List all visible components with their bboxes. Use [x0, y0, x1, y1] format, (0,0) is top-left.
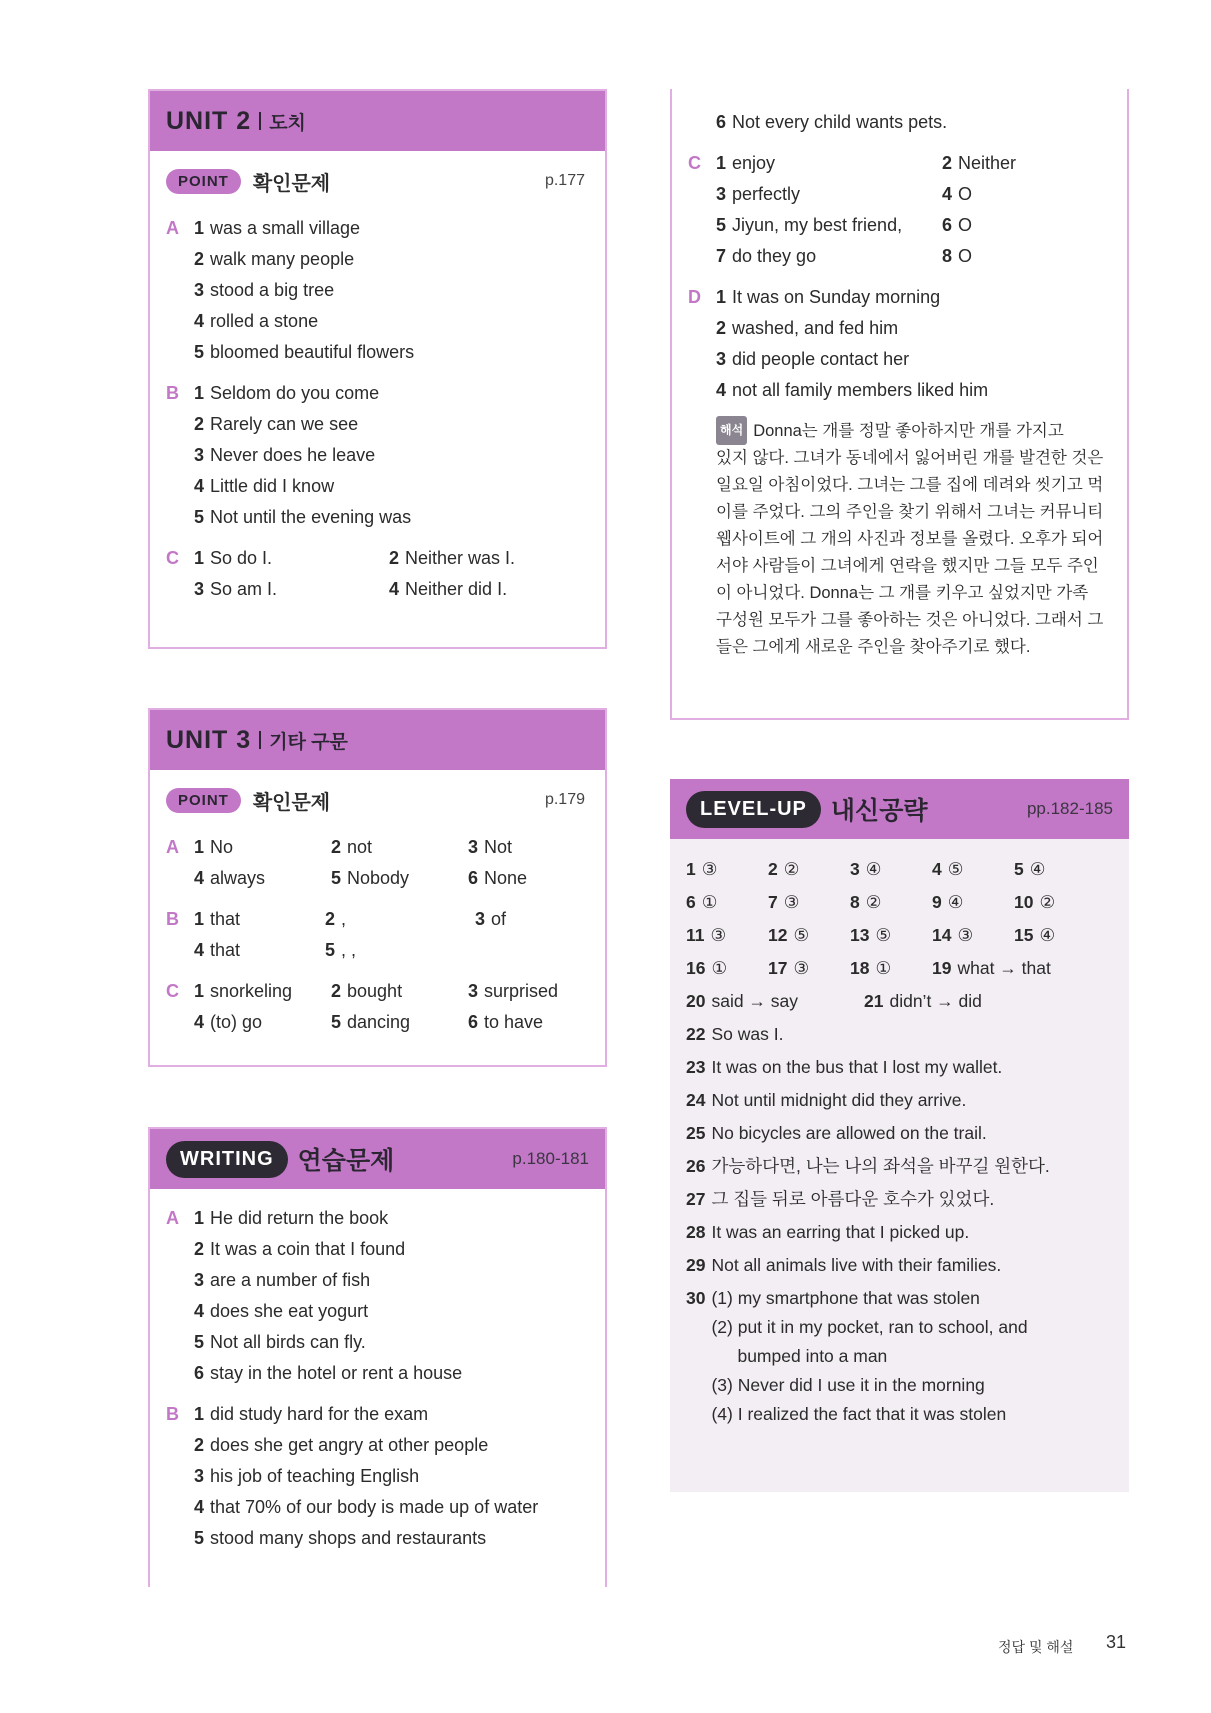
list-item: 4 (to) go — [194, 1012, 263, 1032]
list-item: 4 does she eat yogurt — [194, 1301, 369, 1321]
title-divider — [259, 112, 261, 130]
translation-block — [716, 416, 1111, 661]
translation-line: 서야 사람들이 그녀에게 연락을 했지만 그들 모두 주인 — [716, 557, 1099, 575]
unit3-section-b — [150, 904, 605, 966]
list-item: 6 None — [468, 868, 528, 888]
list-item: 6 to have — [468, 1012, 544, 1032]
answer-cell: 11 ③ — [686, 925, 727, 945]
answer-cell: 13 ⑤ — [850, 925, 892, 945]
unit2-subtitle: 도치 — [269, 112, 306, 134]
list-item: 5 Not until the evening was — [194, 507, 412, 527]
section-letter: B — [166, 383, 179, 403]
answer-cell: 3 ④ — [850, 859, 882, 879]
list-item: 5 bloomed beautiful flowers — [194, 342, 415, 362]
list-item: 3 of — [475, 909, 507, 929]
section-letter: A — [166, 1208, 179, 1228]
answer-cell: 16 ① — [686, 958, 728, 978]
answer-cell: 5 ④ — [1014, 859, 1046, 879]
unit3-point-title: 확인문제 — [252, 791, 331, 814]
answer-cell: 20 said → say — [686, 991, 799, 1011]
unit3-title: UNIT 3 — [166, 725, 252, 754]
list-item: 5 , , — [325, 940, 357, 960]
section-letter: C — [166, 548, 179, 568]
list-item: 2 Rarely can we see — [194, 414, 359, 434]
list-item: 1 It was on Sunday morning — [716, 287, 941, 307]
list-item: 6 stay in the hotel or rent a house — [194, 1363, 463, 1383]
title-divider — [259, 731, 261, 749]
answer-cell: 7 ③ — [768, 892, 800, 912]
list-item: 3 are a number of fish — [194, 1270, 371, 1290]
list-item: 4 not all family members liked him — [716, 380, 989, 400]
answer-cell: 8 ② — [850, 892, 882, 912]
translation-line: 있지 않다. 그녀가 동네에서 잃어버린 개를 발견한 것은 — [716, 449, 1104, 467]
writing-title: 연습문제 — [297, 1147, 395, 1175]
list-item: 3 perfectly — [716, 184, 801, 204]
unit3-section-c — [150, 976, 605, 1038]
list-item: 2 Neither was I. — [389, 548, 516, 568]
unit2-title: UNIT 2 — [166, 106, 252, 135]
answer-row-20 — [670, 985, 1129, 1018]
section-letter: C — [688, 153, 701, 173]
answer-line: 27 그 집들 뒤로 아름다운 호수가 있었다. — [686, 1189, 995, 1209]
list-item: 1 did study hard for the exam — [194, 1404, 429, 1424]
answer-line: 26 가능하다면, 나는 나의 좌석을 바꾸길 원한다. — [686, 1156, 1050, 1176]
translation-line: 들은 그에게 새로운 주인을 찾아주기로 했다. — [716, 638, 1031, 656]
section-letter: C — [166, 981, 179, 1001]
list-item — [475, 935, 605, 966]
writing-page-ref: p.180-181 — [512, 1149, 589, 1168]
writing-header — [150, 1129, 605, 1189]
list-item: 1 So do I. — [194, 548, 273, 568]
list-item: 5 Jiyun, my best friend, — [716, 215, 903, 235]
list-item: 2 It was a coin that I found — [194, 1239, 406, 1259]
levelup-box — [670, 779, 1129, 1492]
answer-cell: 21 didn’t → did — [864, 991, 982, 1011]
answer-cell: 18 ① — [850, 958, 892, 978]
writing-section-a — [150, 1203, 605, 1389]
list-item: 3 Not — [468, 837, 513, 857]
unit3-subtitle: 기타 구문 — [269, 731, 348, 753]
levelup-title: 내신공략 — [830, 797, 928, 825]
list-item: 4 always — [194, 868, 266, 888]
list-item: 2 not — [331, 837, 373, 857]
answer-30: 30 (1) my smartphone that was stolen (2) put it in my pocket, ran to school, and bumped into a man (3) Never did I use it in the morning (4) I realized the fact that it was stolen — [670, 1284, 1129, 1429]
unit3-box — [148, 708, 607, 1067]
answer-grid — [670, 853, 1129, 985]
answer-cell: 6 ① — [686, 892, 718, 912]
answer-cell: 4 ⑤ — [932, 859, 964, 879]
answer-cell: 14 ③ — [932, 925, 974, 945]
answer-30-part: bumped into a man — [737, 1346, 888, 1366]
point-badge: POINT — [166, 169, 241, 194]
unit2-box — [148, 89, 607, 649]
point-badge: POINT — [166, 788, 241, 813]
answer-30-part: (2) put it in my pocket, ran to school, and — [711, 1317, 1028, 1337]
levelup-badge: LEVEL-UP — [686, 791, 821, 828]
levelup-page-ref: pp.182-185 — [1026, 799, 1113, 818]
answer-line: 24 Not until midnight did they arrive. — [686, 1090, 967, 1110]
unit2-header — [150, 91, 605, 151]
answer-cell: 1 ③ — [686, 859, 718, 879]
list-item: 4 Neither did I. — [389, 579, 508, 599]
levelup-body — [670, 839, 1129, 1492]
unit3-header — [150, 710, 605, 770]
unit3-point-row — [150, 770, 605, 830]
list-item: 3 did people contact her — [716, 349, 910, 369]
writing-section-b-continued — [672, 107, 1127, 138]
writing-box — [148, 1127, 607, 1587]
answer-30-part: (1) my smartphone that was stolen — [711, 1288, 980, 1308]
list-item: 2 , — [325, 909, 347, 929]
translation-line: Donna는 개를 정말 좋아하지만 개를 가지고 — [753, 422, 1064, 440]
list-item: 3 stood a big tree — [194, 280, 335, 300]
list-item: 1 Seldom do you come — [194, 383, 380, 403]
list-item: 3 his job of teaching English — [194, 1466, 420, 1486]
list-item: 1 enjoy — [716, 153, 776, 173]
levelup-header — [670, 779, 1129, 839]
list-item: 2 bought — [331, 981, 403, 1001]
list-item: 2 washed, and fed him — [716, 318, 899, 338]
list-item: 4 that — [194, 940, 241, 960]
translation-line: 구성원 모두가 그를 좋아하는 것은 아니었다. 그래서 그 — [716, 611, 1104, 629]
list-item: 4 Little did I know — [194, 476, 335, 496]
list-item: 4 O — [942, 184, 973, 204]
unit3-section-a — [150, 832, 605, 894]
page-number: 31 — [1106, 1632, 1127, 1652]
translation-line: 일요일 아침이었다. 그녀는 그를 집에 데려와 씻기고 먹 — [716, 476, 1104, 494]
unit2-section-a — [150, 213, 605, 368]
section-letter: B — [166, 1404, 179, 1424]
list-item: 5 Not all birds can fly. — [194, 1332, 366, 1352]
list-item: 1 No — [194, 837, 234, 857]
answer-line: 28 It was an earring that I picked up. — [686, 1222, 970, 1242]
answer-cell: 19 what → that — [932, 958, 1051, 978]
answer-line: 25 No bicycles are allowed on the trail. — [686, 1123, 987, 1143]
unit2-point-title: 확인문제 — [252, 172, 331, 195]
answer-cell: 10 ② — [1014, 892, 1056, 912]
writing-continued-box — [670, 89, 1129, 720]
section-letter: A — [166, 837, 179, 857]
unit3-point-page: p.179 — [544, 791, 585, 808]
list-item: 5 stood many shops and restaurants — [194, 1528, 487, 1548]
writing-section-d — [672, 282, 1127, 406]
answer-line: 29 Not all animals live with their families. — [686, 1255, 1002, 1275]
list-item: 6 Not every child wants pets. — [716, 112, 948, 132]
list-item: 8 O — [942, 246, 973, 266]
section-letter: D — [688, 287, 701, 307]
translation-line: 웹사이트에 그 개의 사진과 정보를 올렸다. 오후가 되어 — [716, 530, 1104, 548]
list-item: 4 that 70% of our body is made up of water — [194, 1497, 539, 1517]
list-item: 5 Nobody — [331, 868, 410, 888]
list-item: 1 was a small village — [194, 218, 361, 238]
writing-section-b — [150, 1399, 605, 1554]
answer-cell: 17 ③ — [768, 958, 810, 978]
unit2-section-c — [150, 543, 605, 605]
answer-cell: 12 ⑤ — [768, 925, 810, 945]
answer-30-part: (4) I realized the fact that it was stolen — [711, 1404, 1007, 1424]
unit2-point-row — [150, 151, 605, 211]
writing-badge: WRITING — [166, 1141, 288, 1178]
list-item: 2 walk many people — [194, 249, 355, 269]
list-item: 5 dancing — [331, 1012, 411, 1032]
list-item: 3 So am I. — [194, 579, 278, 599]
section-letter: B — [166, 909, 179, 929]
answer-cell: 15 ④ — [1014, 925, 1056, 945]
unit2-section-b — [150, 378, 605, 533]
translation-line: 이를 주었다. 그의 주인을 찾기 위해서 그녀는 커뮤니티 — [716, 503, 1104, 521]
answer-cell: 9 ④ — [932, 892, 964, 912]
section-letter: A — [166, 218, 179, 238]
translation-tag: 해석 — [716, 416, 747, 445]
answer-line: 23 It was on the bus that I lost my wallet. — [686, 1057, 1003, 1077]
list-item: 3 surprised — [468, 981, 559, 1001]
list-item: 2 does she get angry at other people — [194, 1435, 489, 1455]
list-item: 7 do they go — [716, 246, 817, 266]
writing-section-c — [672, 148, 1127, 272]
list-item: 3 Never does he leave — [194, 445, 376, 465]
list-item: 1 that — [194, 909, 241, 929]
answer-line: 22 So was I. — [686, 1024, 784, 1044]
list-item: 6 O — [942, 215, 973, 235]
list-item: 1 He did return the book — [194, 1208, 389, 1228]
footer-label: 정답 및 해설 — [998, 1639, 1074, 1655]
list-item: 1 snorkeling — [194, 981, 293, 1001]
translation-line: 이 아니었다. Donna는 그 개를 키우고 싶었지만 가족 — [716, 584, 1089, 602]
answer-30-part: (3) Never did I use it in the morning — [711, 1375, 985, 1395]
list-item: 4 rolled a stone — [194, 311, 319, 331]
unit2-point-page: p.177 — [544, 172, 585, 189]
answer-cell: 2 ② — [768, 859, 800, 879]
list-item: 2 Neither — [942, 153, 1017, 173]
